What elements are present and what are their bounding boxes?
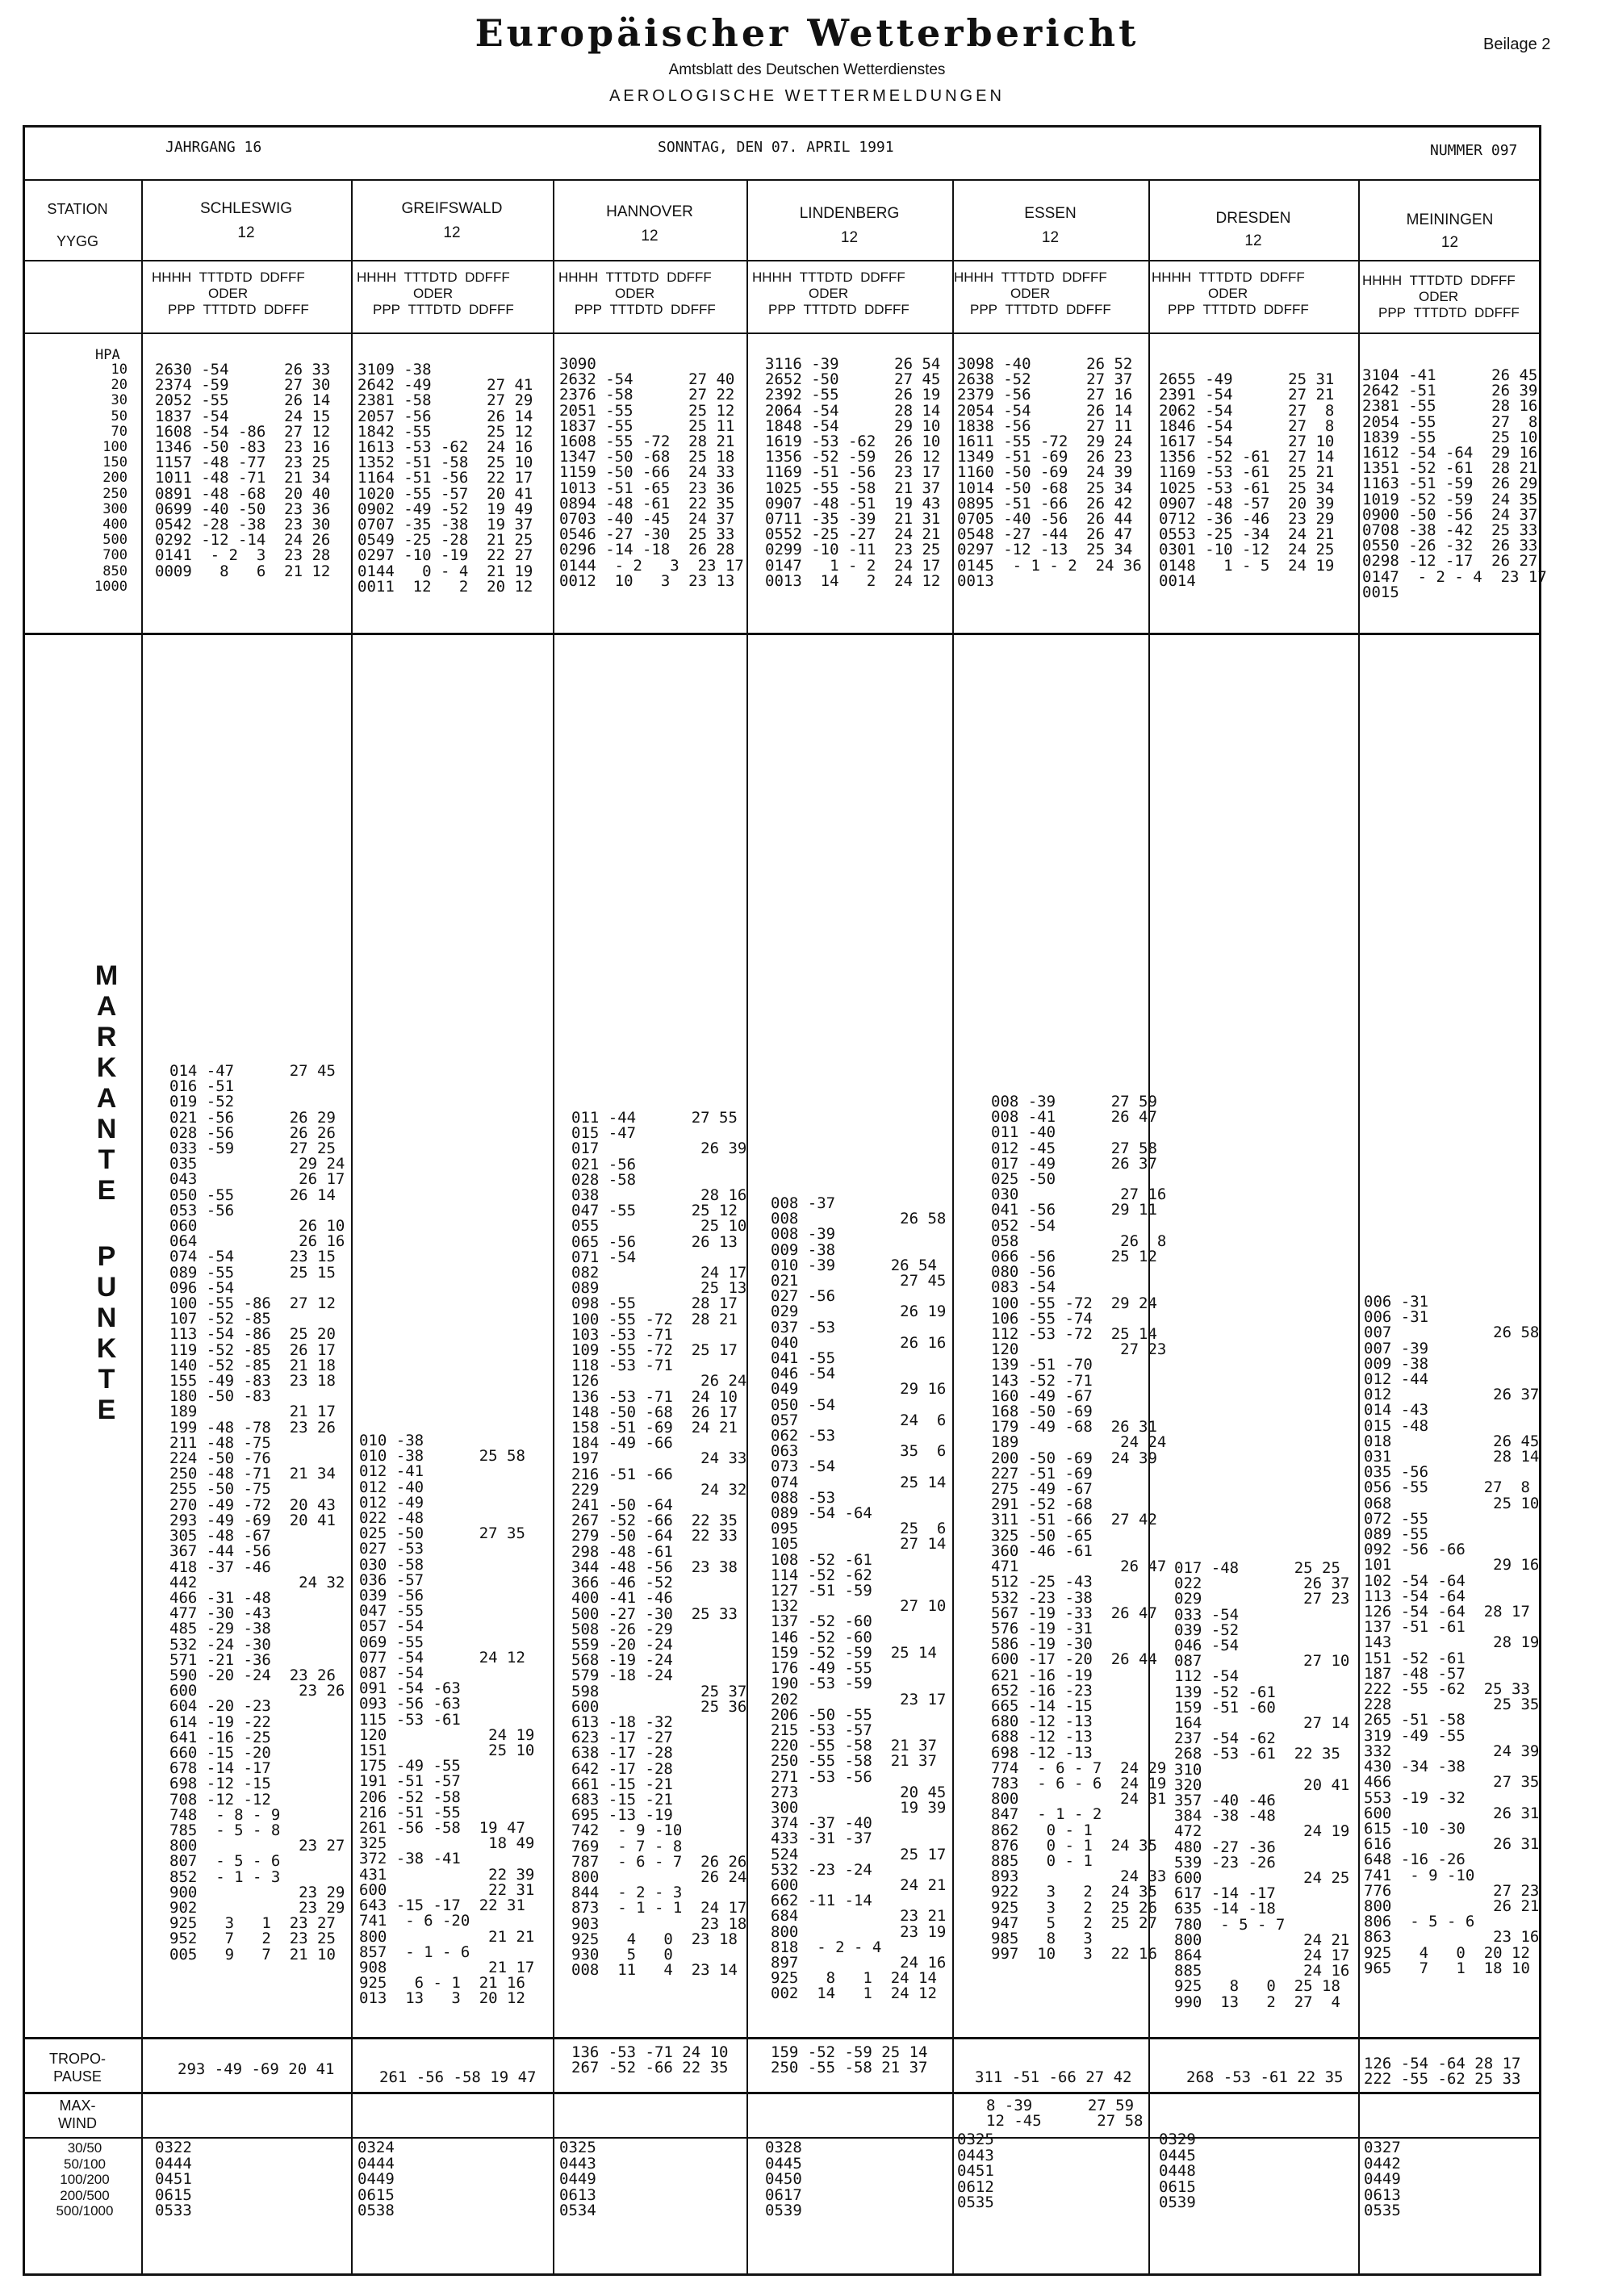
significant-points: 011 -44 27 55 015 -47 017 26 39 021 -56 028 -58 038 28 16 047 -55 25 12 055 25 10 065 -56 26 13 071 -54 082 24 17 089 25 13 098 -55 28 17 100 -55 -72 28 21 103 -53 -71 109 -55 -72 25 17 118 -53 -71 126 26 24 136 -53 -71 24 10 148 -50 -68 26 17 158 -51 -69 24 21 184 -49 -66 197 24 33 216 -51 -66 229 24 32 241 -50 -64 267 -52 -66 22 35 279 -50 -64 22 33 298 -48 -61 344 -48 -56 23 38 366 -46 -52 400 -41 -46 500 -27 -30 25 33 508 -26 -29 559 -20 -24 568 -19 -24 579 -18 -24 598 25 37 600 25 36 613 -18 -32 623 -17 -27 638 -17 -28 642 -17 -28 661 -15 -21 683 -15 -21 695 -13 -19 742 - 9 -10 769 - 7 - 8 787 - 6 - 7 26 26 800 26 24 844 - 2 - 3 873 - 1 - 1 24 17 903 23 18 925 4 0 23 18 930 5 0 008 11 4 23 14 (571, 1109, 747, 1980)
markante-letter: R (96, 1022, 117, 1052)
col-ppp: PPP (1378, 305, 1407, 320)
layer-data: 0325 0443 0451 0612 0535 (957, 2131, 994, 2211)
level-30: 30 (111, 392, 128, 409)
layer-data: 0327 0442 0449 0613 0535 (1364, 2139, 1401, 2219)
divider-station-6 (1358, 179, 1360, 2276)
col-oder: ODER (1010, 286, 1051, 301)
markante-letter: M (94, 960, 119, 991)
punkte-letter: N (96, 1303, 117, 1333)
level-150: 150 (102, 454, 128, 471)
col-tttdtd: TTTDTD (1001, 270, 1055, 285)
layer-100-200: 100/200 (60, 2172, 110, 2187)
station-yygg: 12 (1244, 232, 1262, 249)
level-70: 70 (111, 423, 128, 440)
col-tttdtd-2: TTTDTD (803, 302, 857, 317)
issue-date: SONNTAG, DEN 07. APRIL 1991 (658, 139, 894, 156)
station-name: ESSEN (1024, 205, 1077, 222)
maxwind-data: 8 -39 27 59 12 -45 27 58 (986, 2097, 1144, 2131)
col-ddfff-2: DDFFF (469, 302, 514, 317)
standard-levels: 3109 -38 2642 -49 27 41 2381 -58 27 29 2057 -56 26 14 1842 -55 25 12 1613 -53 -62 24 16 1352 -51 -58 25 10 1164 -51 -56 22 17 1020 -55 -57 20 41 0902 -49 -52 19 49 0707 -35 -38 19 37 0549 -25 -28 21 25 0297 -10 -19 22 27 0144 0 - 4 21 19 0011 12 2 20 12 (358, 361, 533, 596)
rule-markante (23, 2037, 1541, 2039)
column-headers (1152, 270, 1309, 318)
level-50: 50 (111, 408, 128, 424)
divider-station-2 (553, 179, 554, 2276)
col-tttdtd: TTTDTD (605, 270, 659, 285)
col-tttdtd: TTTDTD (199, 270, 253, 285)
maxwind-label-2: WIND (58, 2115, 97, 2131)
standard-levels: 3090 2632 -54 27 40 2376 -58 27 22 2051 -55 25 12 1837 -55 25 11 1608 -55 -72 28 21 1347 -50 -68 25 18 1159 -50 -66 24 33 1013 -51 -65 23 36 0894 -48 -61 22 35 0703 -40 -45 24 37 0546 -27 -30 25 33 0296 -14 -18 26 28 0144 - 2 3 23 17 0012 10 3 23 13 (559, 355, 744, 590)
col-ppp: PPP (768, 302, 797, 317)
col-hhhh: HHHH (954, 270, 994, 285)
col-ddfff: DDFFF (1470, 273, 1516, 288)
punkte-letter: T (98, 1364, 115, 1395)
level-200: 200 (102, 470, 128, 487)
station-name: DRESDEN (1215, 210, 1291, 227)
rule-header (23, 179, 1541, 181)
section-title: AEROLOGISCHE WETTERMELDUNGEN (609, 87, 1005, 105)
tropopause-label-2: PAUSE (53, 2068, 102, 2085)
col-hhhh: HHHH (1152, 270, 1192, 285)
layer-data: 0329 0445 0448 0615 0539 (1159, 2131, 1196, 2211)
markante-letter: T (98, 1144, 115, 1175)
supplement-label: Beilage 2 (1483, 36, 1551, 53)
col-hhhh: HHHH (752, 270, 792, 285)
level-500: 500 (102, 532, 128, 549)
col-ddfff: DDFFF (860, 270, 905, 285)
level-20: 20 (111, 377, 128, 394)
column-headers (752, 270, 909, 318)
col-oder: ODER (809, 286, 849, 301)
col-ppp: PPP (1168, 302, 1196, 317)
col-ppp: PPP (575, 302, 603, 317)
station-yygg: 12 (840, 229, 859, 246)
level-850: 850 (102, 562, 128, 579)
yygg-label: YYGG (56, 233, 98, 249)
layer-200-500: 200/500 (60, 2187, 110, 2203)
level-10: 10 (111, 362, 128, 378)
layer-data: 0324 0444 0449 0615 0538 (358, 2139, 395, 2219)
col-oder: ODER (413, 286, 454, 301)
punkte-letter: U (96, 1272, 117, 1303)
station-yygg: 12 (641, 228, 659, 245)
col-tttdtd: TTTDTD (1198, 270, 1252, 285)
column-headers (954, 270, 1111, 318)
column-headers (357, 270, 514, 318)
tropopause-data: 126 -54 -64 28 17 222 -55 -62 25 33 (1364, 2055, 1521, 2089)
col-ppp: PPP (168, 302, 196, 317)
markante-letter: K (96, 1052, 117, 1083)
standard-levels: 2630 -54 26 33 2374 -59 27 30 2052 -55 26 14 1837 -54 24 15 1608 -54 -86 27 12 1346 -50 -83 23 16 1157 -48 -77 23 25 1011 -48 -71 21 34 0891 -48 -68 20 40 0699 -40 -50 23 36 0542 -28 -38 23 30 0292 -12 -14 24 26 0141 - 2 3 23 28 0009 8 6 21 12 (155, 361, 331, 580)
layer-30-50: 30/50 (67, 2140, 102, 2156)
col-oder: ODER (615, 286, 655, 301)
divider-station-1 (351, 179, 353, 2276)
column-headers (558, 270, 716, 318)
col-tttdtd-2: TTTDTD (1005, 302, 1059, 317)
col-ddfff: DDFFF (667, 270, 712, 285)
station-yygg: 12 (1041, 229, 1060, 246)
station-yygg: 12 (1440, 234, 1459, 251)
level-300: 300 (102, 500, 128, 517)
layer-data: 0328 0445 0450 0617 0539 (765, 2139, 802, 2219)
col-hhhh: HHHH (152, 270, 192, 285)
markante-letter: A (96, 1083, 117, 1114)
tropopause-data: 136 -53 -71 24 10 267 -52 -66 22 35 (571, 2043, 729, 2077)
punkte-letter: K (96, 1333, 117, 1364)
significant-points: 017 -48 25 25 022 26 37 029 27 23 033 -54 039 -52 046 -54 087 27 10 112 -54 139 -52 -61 159 -51 -60 164 27 14 237 -54 -62 268 -53 -61 22 35 310 320 20 41 357 -40 -46 384 -38 -48 472 24 19 480 -27 -36 539 -23 -26 600 24 25 617 -14 -17 635 -14 -18 780 - 5 - 7 800 24 21 864 24 17 885 24 16 925 8 0 25 18 990 13 2 27 4 (1174, 1559, 1350, 2011)
col-tttdtd: TTTDTD (404, 270, 458, 285)
col-ddfff: DDFFF (1062, 270, 1107, 285)
col-ddfff-2: DDFFF (1474, 305, 1520, 320)
station-label: STATION (47, 201, 108, 217)
punkte-letter: P (97, 1241, 116, 1272)
layer-50-100: 50/100 (64, 2156, 106, 2172)
station-name: SCHLESWIG (199, 200, 293, 217)
markante-letter: A (96, 991, 117, 1022)
col-hhhh: HHHH (558, 270, 599, 285)
col-tttdtd-2: TTTDTD (1413, 305, 1467, 320)
rule-tropopause (23, 2092, 1541, 2094)
layer-labels (32, 2140, 137, 2219)
tropopause-label-1: TROPO- (49, 2051, 106, 2067)
col-hhhh: HHHH (357, 270, 397, 285)
pressure-levels (87, 362, 128, 595)
divider-label-col (141, 179, 143, 2276)
significant-points: 006 -31 006 -31 007 26 58 007 -39 009 -38 012 -44 012 26 37 014 -43 015 -48 018 26 45 031 28 14 035 -56 056 -55 27 8 068 25 10 072 -55 089 -55 092 -56 -66 101 29 16 102 -54 -64 113 -54 -64 126 -54 -64 28 17 137 -51 -61 143 28 19 151 -52 -61 187 -48 -57 222 -55 -62 25 33 228 25 35 265 -51 -58 319 -49 -55 332 24 39 430 -34 -38 466 27 35 553 -19 -32 600 26 31 615 -10 -30 616 26 31 648 -16 -26 741 - 9 -10 776 27 23 800 26 21 806 - 5 - 6 863 23 16 925 4 0 20 12 965 7 1 18 10 (1364, 1293, 1540, 1977)
col-ppp: PPP (373, 302, 401, 317)
col-oder: ODER (208, 286, 249, 301)
station-name: HANNOVER (606, 203, 693, 220)
standard-levels: 3098 -40 26 52 2638 -52 27 37 2379 -56 27 16 2054 -54 26 14 1838 -56 27 11 1611 -55 -72 29 24 1349 -51 -69 26 23 1160 -50 -69 24 39 1014 -50 -68 25 34 0895 -51 -66 26 42 0705 -40 -56 26 44 0548 -27 -44 26 47 0297 -12 -13 25 34 0145 - 1 - 2 24 36 0013 (957, 355, 1142, 590)
col-ppp: PPP (970, 302, 998, 317)
col-tttdtd: TTTDTD (799, 270, 853, 285)
level-100: 100 (102, 439, 128, 456)
significant-points: 008 -39 27 59 008 -41 26 47 011 -40 012 -45 27 58 017 -49 26 37 025 -50 030 27 16 041 -56 29 11 052 -54 058 26 8 066 -56 25 12 080 -56 083 -54 100 -55 -72 29 24 106 -55 -74 112 -53 -72 25 14 120 27 23 139 -51 -70 143 -52 -71 160 -49 -67 168 -50 -69 179 -49 -68 26 31 189 24 24 200 -50 -69 24 39 227 -51 -69 275 -49 -67 291 -52 -68 311 -51 -66 27 42 325 -50 -65 360 -46 -61 471 26 47 512 -25 -43 532 -23 -38 567 -19 -33 26 47 576 -19 -31 586 -19 -30 600 -17 -20 26 44 621 -16 -19 652 -16 -23 665 -14 -15 680 -12 -13 688 -12 -13 698 -12 -13 774 - 6 - 7 24 29 783 - 6 - 6 24 19 800 24 31 847 - 1 - 2 862 0 - 1 876 0 - 1 24 35 885 0 - 1 893 24 33 922 3 2 24 35 925 3 2 25 26 947 5 2 25 27 985 8 3 997 10 3 22 16 (991, 1093, 1167, 1964)
col-tttdtd-2: TTTDTD (609, 302, 663, 317)
newsletter-title: Europäischer Wetterbericht (475, 11, 1139, 55)
station-name: MEININGEN (1406, 211, 1494, 228)
level-1000: 1000 (94, 578, 128, 595)
newsletter-subtitle: Amtsblatt des Deutschen Wetterdienstes (668, 61, 946, 78)
station-yygg: 12 (443, 224, 461, 241)
rule-station (23, 260, 1541, 261)
issue-number: NUMMER 097 (1430, 142, 1518, 159)
standard-levels: 2655 -49 25 31 2391 -54 27 21 2062 -54 27 8 1846 -54 27 8 1617 -54 27 10 1356 -52 -61 27 14 1169 -53 -61 25 21 1025 -53 -61 25 34 0907 -48 -57 20 39 0712 -36 -46 23 29 0553 -25 -34 24 21 0301 -10 -12 24 25 0148 1 - 5 24 19 0014 (1159, 370, 1335, 590)
rule-standard-levels (23, 633, 1541, 635)
layer-data: 0322 0444 0451 0615 0533 (155, 2139, 192, 2219)
station-name: GREIFSWALD (401, 200, 503, 217)
significant-points: 014 -47 27 45 016 -51 019 -52 021 -56 26 29 028 -56 26 26 033 -59 27 25 035 29 24 043 26 17 050 -55 26 14 053 -56 060 26 10 064 26 16 074 -54 23 15 089 -55 25 15 096 -54 100 -55 -86 27 12 107 -52 -85 113 -54 -86 25 20 119 -52 -85 26 17 140 -52 -85 21 18 155 -49 -83 23 18 180 -50 -83 189 21 17 199 -48 -78 23 26 211 -48 -75 224 -50 -76 250 -48 -71 21 34 255 -50 -75 270 -49 -72 20 43 293 -49 -69 20 41 305 -48 -67 367 -44 -56 418 -37 -46 442 24 32 466 -31 -48 477 -30 -43 485 -29 -38 532 -24 -30 571 -21 -36 590 -20 -24 23 26 600 23 26 604 -20 -23 614 -19 -22 641 -16 -25 660 -15 -20 678 -14 -17 698 -12 -15 708 -12 -12 748 - 8 - 9 785 - 5 - 8 800 23 27 807 - 5 - 6 852 - 1 - 3 900 23 29 902 23 29 925 3 1 23 27 952 7 2 23 25 005 9 7 21 10 (169, 1062, 345, 1964)
col-oder: ODER (1419, 289, 1459, 304)
rule-columns (23, 332, 1541, 334)
layer-data: 0325 0443 0449 0613 0534 (559, 2139, 596, 2219)
markante-letter: E (97, 1175, 116, 1206)
column-headers (1362, 273, 1520, 321)
level-700: 700 (102, 547, 128, 564)
col-tttdtd: TTTDTD (1409, 273, 1463, 288)
col-ddfff-2: DDFFF (1066, 302, 1111, 317)
divider-station-4 (952, 179, 954, 2276)
tropopause-data: 159 -52 -59 25 14 250 -55 -58 21 37 (771, 2043, 928, 2077)
tropopause-data: 311 -51 -66 27 42 (975, 2068, 1132, 2086)
col-oder: ODER (1208, 286, 1248, 301)
col-tttdtd-2: TTTDTD (203, 302, 257, 317)
significant-points: 008 -37 008 26 58 008 -39 009 -38 010 -39 26 54 021 27 45 027 -56 029 26 19 037 -53 040 26 16 041 -55 046 -54 049 29 16 050 -54 057 24 6 062 -53 063 35 6 073 -54 074 25 14 088 -53 089 -54 -64 095 25 6 105 27 14 108 -52 -61 114 -52 -62 127 -51 -59 132 27 10 137 -52 -60 146 -52 -60 159 -52 -59 25 14 176 -49 -55 190 -53 -59 202 23 17 206 -50 -55 215 -53 -57 220 -55 -58 21 37 250 -55 -58 21 37 271 -53 -56 273 20 45 300 19 39 374 -37 -40 433 -31 -37 524 25 17 532 -23 -24 600 24 21 662 -11 -14 684 23 21 800 23 19 818 - 2 - 4 897 24 16 925 8 1 24 14 002 14 1 24 12 (771, 1194, 947, 2003)
tropopause-data: 293 -49 -69 20 41 (178, 2060, 335, 2078)
station-yygg: 12 (237, 224, 255, 241)
standard-levels: 3104 -41 26 45 2642 -51 26 39 2381 -55 28 16 2054 -55 27 8 1839 -55 25 10 1612 -54 -64 29 16 1351 -52 -61 28 21 1163 -51 -59 26 29 1019 -52 -59 24 35 0900 -50 -56 24 37 0708 -38 -42 25 33 0550 -26 -32 26 33 0298 -12 -17 26 27 0147 - 2 - 4 23 17 0015 (1362, 366, 1547, 601)
level-250: 250 (102, 485, 128, 502)
col-ddfff: DDFFF (465, 270, 510, 285)
punkte-letter: E (97, 1395, 116, 1425)
col-hhhh: HHHH (1362, 273, 1403, 288)
col-ddfff: DDFFF (260, 270, 305, 285)
col-ddfff-2: DDFFF (264, 302, 309, 317)
level-400: 400 (102, 516, 128, 533)
layer-500-1000: 500/1000 (56, 2203, 114, 2219)
column-headers (152, 270, 309, 318)
tropopause-data: 261 -56 -58 19 47 (379, 2068, 537, 2086)
station-name: LINDENBERG (799, 205, 900, 222)
standard-levels: 3116 -39 26 54 2652 -50 27 45 2392 -55 26 19 2064 -54 28 14 1848 -54 29 10 1619 -53 -62 26 10 1356 -52 -59 26 12 1169 -51 -56 23 17 1025 -55 -58 21 37 0907 -48 -51 19 43 0711 -35 -39 21 31 0552 -25 -27 24 21 0299 -10 -11 23 25 0147 1 - 2 24 17 0013 14 2 24 12 (765, 355, 941, 590)
col-ddfff-2: DDFFF (864, 302, 909, 317)
hpa-label: HPA (95, 347, 120, 363)
col-ddfff: DDFFF (1260, 270, 1305, 285)
maxwind-label-1: MAX- (59, 2097, 96, 2114)
markante-letter: N (96, 1114, 117, 1144)
col-ddfff-2: DDFFF (671, 302, 716, 317)
col-ddfff-2: DDFFF (1264, 302, 1309, 317)
col-tttdtd-2: TTTDTD (1202, 302, 1256, 317)
volume-label: JAHRGANG 16 (165, 139, 262, 156)
significant-points: 010 -38 010 -38 25 58 012 -41 012 -40 012 -49 022 -48 025 -50 27 35 027 -53 030 -58 036 -57 039 -56 047 -55 057 -54 069 -55 077 -54 24 12 087 -54 091 -54 -63 093 -56 -63 115 -53 -61 120 24 19 151 25 10 175 -49 -55 191 -51 -57 206 -52 -58 216 -51 -55 261 -56 -58 19 47 325 18 49 372 -38 -41 431 22 39 600 22 31 643 -15 -17 22 31 741 - 6 -20 800 21 21 857 - 1 - 6 908 21 17 925 6 - 1 21 16 013 13 3 20 12 (359, 1432, 535, 2008)
col-tttdtd-2: TTTDTD (408, 302, 462, 317)
tropopause-data: 268 -53 -61 22 35 (1186, 2068, 1344, 2086)
